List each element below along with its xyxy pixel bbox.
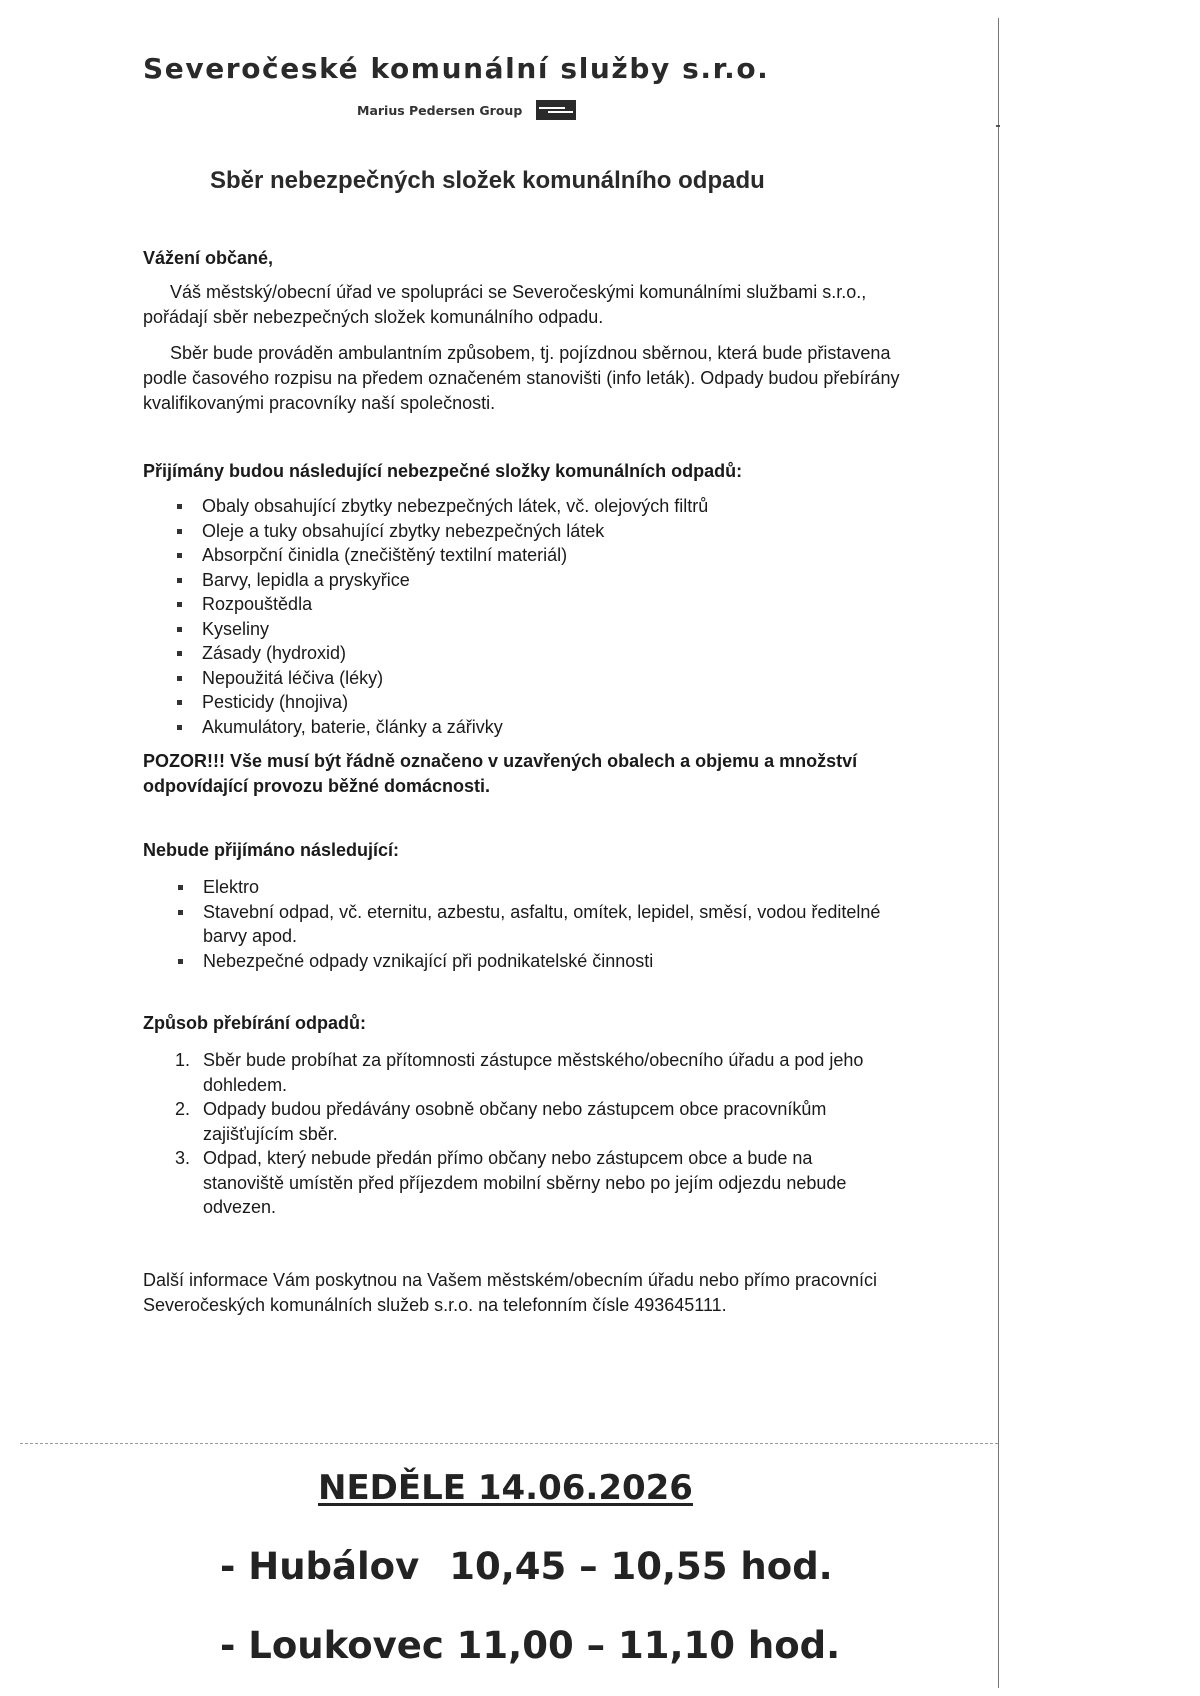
intro-paragraph-1: Váš městský/obecní úřad ve spolupráci se Severočeskými komunálními službami s.r.o., pořádají sběr nebezpečných složek komunálního odpadu. [143, 282, 867, 327]
bullet-icon [177, 529, 182, 534]
accepted-heading: Přijímány budou následující nebezpečné složky komunálních odpadů: [143, 461, 743, 481]
stop-place: - Hubálov [220, 1545, 420, 1588]
stop-time: 10,45 – 10,55 hod. [449, 1545, 833, 1588]
list-item: Elektro [203, 875, 893, 900]
list-item: Rozpouštědla [202, 592, 902, 617]
method-heading: Způsob přebírání odpadů: [143, 1013, 366, 1033]
list-item: Kyseliny [202, 617, 902, 642]
schedule-stop [220, 1545, 833, 1588]
bullet-icon [177, 725, 182, 730]
bullet-icon [177, 676, 182, 681]
schedule-date: NEDĚLE 14.06.2026 [318, 1468, 693, 1508]
separator-line [20, 1443, 998, 1444]
page-edge-mark [996, 125, 1000, 127]
list-item: Absorpční činidla (znečištěný textilní materiál) [202, 543, 902, 568]
list-item: Pesticidy (hnojiva) [202, 690, 902, 715]
bullet-icon [177, 651, 182, 656]
bullet-icon [177, 553, 182, 558]
bullet-icon [178, 959, 183, 964]
list-item: Barvy, lepidla a pryskyřice [202, 568, 902, 593]
list-item: 2. Odpady budou předávány osobně občany nebo zástupcem obce pracovníkům zajišťujícím sběr. [175, 1099, 827, 1144]
bullet-icon [177, 602, 182, 607]
group-name: Marius Pedersen Group [357, 102, 523, 118]
greeting: Vážení občané, [143, 248, 274, 268]
rejected-heading: Nebude přijímáno následující: [143, 840, 400, 860]
rejected-list [203, 875, 893, 973]
list-item: Nebezpečné odpady vznikající při podnikatelské činnosti [203, 949, 893, 974]
list-item: Akumulátory, baterie, články a zářivky [202, 715, 902, 740]
list-item: Zásady (hydroxid) [202, 641, 902, 666]
stop-place: - Loukovec [220, 1624, 444, 1667]
bullet-icon [177, 578, 182, 583]
list-item: Oleje a tuky obsahující zbytky nebezpečných látek [202, 519, 902, 544]
method-list [175, 1048, 893, 1220]
list-item: 1. Sběr bude probíhat za přítomnosti zástupce městského/obecního úřadu a pod jeho dohledem. [175, 1050, 864, 1095]
document-title: Sběr nebezpečných složek komunálního odpadu [210, 167, 765, 194]
bullet-icon [177, 504, 182, 509]
schedule-stop [220, 1624, 840, 1667]
list-item: Obaly obsahující zbytky nebezpečných látek, vč. olejových filtrů [202, 494, 902, 519]
warning-text: POZOR!!! Vše musí být řádně označeno v uzavřených obalech a objemu a množství odpovídající provozu běžné domácnosti. [143, 751, 858, 796]
intro-paragraph-2: Sběr bude prováděn ambulantním způsobem, tj. pojízdnou sběrnou, která bude přistavena podle časového rozpisu na předem označeném stanovišti (info leták). Odpady budou přebírány kvalifikovanými pracovníky naší společnosti. [143, 343, 900, 413]
contact-paragraph: Další informace Vám poskytnou na Vašem městském/obecním úřadu nebo přímo pracovníci Severočeských komunálních služeb s.r.o. na telefonním čísle 493645111. [143, 1270, 878, 1315]
accepted-list [202, 494, 902, 739]
bullet-icon [177, 700, 182, 705]
list-item: Stavební odpad, vč. eternitu, azbestu, asfaltu, omítek, lepidel, směsí, vodou ředitelné barvy apod. [203, 900, 893, 949]
company-name: Severočeské komunální služby s.r.o. [143, 52, 770, 85]
bullet-icon [178, 885, 183, 890]
bullet-icon [178, 910, 183, 915]
bullet-icon [177, 627, 182, 632]
page-edge-line [998, 18, 999, 1688]
list-item: Nepoužitá léčiva (léky) [202, 666, 902, 691]
marius-pedersen-logo-icon [536, 100, 576, 120]
list-item: 3. Odpad, který nebude předán přímo občany nebo zástupcem obce a bude na stanoviště umístěn před příjezdem mobilní sběrny nebo po jejím odjezdu nebude odvezen. [175, 1148, 847, 1217]
stop-time: 11,00 – 11,10 hod. [456, 1624, 841, 1667]
group-row [357, 98, 576, 122]
